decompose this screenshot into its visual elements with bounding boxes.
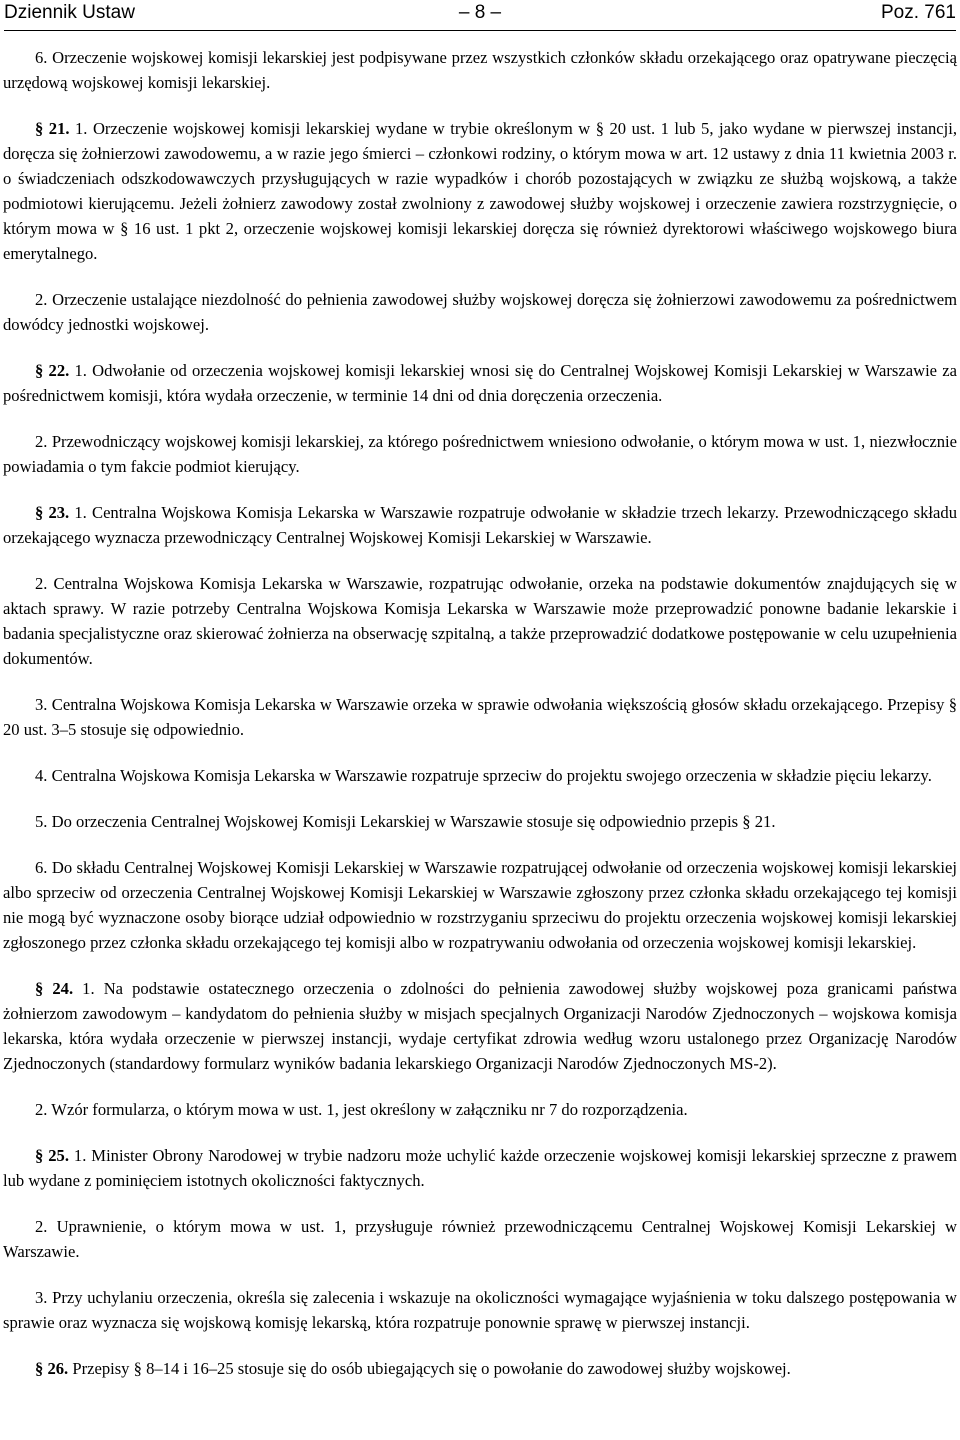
paragraph-23-5 bbox=[3, 809, 957, 834]
paragraph-text: 1. Minister Obrony Narodowej w trybie nadzoru może uchylić każde orzeczenie wojskowej komisji lekarskiej sprzeczne z prawem lub wydane z pominięciem istotnych okoliczności faktycznych. bbox=[3, 1146, 957, 1190]
section-lead: § 24. bbox=[35, 979, 74, 998]
paragraph-22-2 bbox=[3, 429, 957, 479]
paragraph-text: 3. Przy uchylaniu orzeczenia, określa się zalecenia i wskazuje na okoliczności wymagające wyjaśnienia w toku dalszego postępowania w sprawie oraz wyznacza się wojskową komisję lekarską, która rozpatruje ponownie sprawę w pierwszej instancji. bbox=[3, 1288, 957, 1332]
paragraph-text: 4. Centralna Wojskowa Komisja Lekarska w Warszawie rozpatruje sprzeciw do projektu swojego orzeczenia w składzie pięciu lekarzy. bbox=[35, 766, 932, 785]
paragraph-23-2 bbox=[3, 571, 957, 671]
paragraph-text: 5. Do orzeczenia Centralnej Wojskowej Komisji Lekarskiej w Warszawie stosuje się odpowiednio przepis § 21. bbox=[35, 812, 776, 831]
section-lead: § 21. bbox=[35, 119, 70, 138]
paragraph-26 bbox=[3, 1356, 957, 1381]
journal-name: Dziennik Ustaw bbox=[4, 2, 135, 23]
paragraph-text: 2. Uprawnienie, o którym mowa w ust. 1, przysługuje również przewodniczącemu Centralnej Wojskowej Komisji Lekarskiej w Warszawie. bbox=[3, 1217, 957, 1261]
page-number: – 8 – bbox=[458, 2, 502, 23]
section-lead: § 23. bbox=[35, 503, 70, 522]
paragraph-text: 2. Wzór formularza, o którym mowa w ust. 1, jest określony w załączniku nr 7 do rozporządzenia. bbox=[35, 1100, 688, 1119]
paragraph-21-2 bbox=[3, 287, 957, 337]
section-lead: § 22. bbox=[35, 361, 70, 380]
paragraph-22-1 bbox=[3, 358, 957, 408]
paragraph-text: 6. Orzeczenie wojskowej komisji lekarskiej jest podpisywane przez wszystkich członków składu orzekającego oraz opatrywane pieczęcią urzędową wojskowej komisji lekarskiej. bbox=[3, 48, 957, 92]
paragraph-23-4 bbox=[3, 763, 957, 788]
paragraph-23-3 bbox=[3, 692, 957, 742]
paragraph-text: 2. Przewodniczący wojskowej komisji lekarskiej, za którego pośrednictwem wniesiono odwołanie, o którym mowa w ust. 1, niezwłocznie powiadamia o tym fakcie podmiot kierujący. bbox=[3, 432, 957, 476]
position-number: Poz. 761 bbox=[881, 2, 956, 23]
section-lead: § 25. bbox=[35, 1146, 69, 1165]
paragraph-25-3 bbox=[3, 1285, 957, 1335]
paragraph-text: Przepisy § 8–14 i 16–25 stosuje się do osób ubiegających się o powołanie do zawodowej służby wojskowej. bbox=[68, 1359, 791, 1378]
paragraph-text: 1. Centralna Wojskowa Komisja Lekarska w Warszawie rozpatruje odwołanie w składzie trzech lekarzy. Przewodniczącego składu orzekającego wyznacza przewodniczący Centralnej Wojskowej Komisji Lekarskiej w Warszawie. bbox=[3, 503, 958, 547]
paragraph-23-1 bbox=[3, 500, 957, 550]
paragraph-text: 2. Orzeczenie ustalające niezdolność do pełnienia zawodowej służby wojskowej doręcza się żołnierzowi zawodowemu za pośrednictwem dowódcy jednostki wojskowej. bbox=[3, 290, 957, 334]
paragraph-text: 1. Na podstawie ostatecznego orzeczenia o zdolności do pełnienia zawodowej służby wojskowej poza granicami państwa żołnierzom zawodowym – kandydatom do pełnienia służby w misjach specjalnych Organizacji Narodów Zjednoczonych – wojskowa komisja lekarska, która wydała orzeczenie w pierwszej instancji, wydaje certyfikat zdrowia według wzoru ustalonego przez Organizację Narodów Zjednoczonych (standardowy formularz wyników badania lekarskiego Organizacji Narodów Zjednoczonych MS-2). bbox=[3, 979, 957, 1073]
paragraph-24-2 bbox=[3, 1097, 957, 1122]
document-body bbox=[3, 45, 957, 1402]
paragraph-text: 1. Orzeczenie wojskowej komisji lekarskiej wydane w trybie określonym w § 20 ust. 1 lub 5, jako wydane w pierwszej instancji, doręcza się żołnierzowi zawodowemu, a w razie jego śmierci – członkowi rodziny, o którym mowa w art. 12 ustawy z dnia 11 kwietnia 2003 r. o świadczeniach odszkodowawczych przysługujących w razie wypadków i chorób pozostających w związku ze służbą wojskową, a także podmiotowi kierującemu. Jeżeli żołnierz zawodowy został zwolniony z zawodowej służby wojskowej i orzeczenie zawiera rozstrzygnięcie, o którym mowa w § 16 ust. 1 pkt 2, orzeczenie wojskowej komisji lekarskiej doręcza się również dyrektorowi właściwego wojskowego biura emerytalnego. bbox=[3, 119, 958, 263]
paragraph-25-1 bbox=[3, 1143, 957, 1193]
paragraph-text: 3. Centralna Wojskowa Komisja Lekarska w Warszawie orzeka w sprawie odwołania większością głosów składu orzekającego. Przepisy § 20 ust. 3–5 stosuje się odpowiednio. bbox=[3, 695, 957, 739]
paragraph-21-1 bbox=[3, 116, 957, 266]
paragraph-23-6 bbox=[3, 855, 957, 955]
page-header bbox=[4, 0, 956, 31]
paragraph-text: 2. Centralna Wojskowa Komisja Lekarska w Warszawie, rozpatrując odwołanie, orzeka na podstawie dokumentów znajdujących się w aktach sprawy. W razie potrzeby Centralna Wojskowa Komisja Lekarska w Warszawie może przeprowadzić ponowne badanie lekarskie i badania specjalistyczne oraz skierować żołnierza na obserwację szpitalną, a także przeprowadzić dodatkowe postępowanie w celu uzupełnienia dokumentów. bbox=[3, 574, 957, 668]
paragraph-text: 6. Do składu Centralnej Wojskowej Komisji Lekarskiej w Warszawie rozpatrującej odwołanie od orzeczenia wojskowej komisji lekarskiej albo sprzeciw od orzeczenia Centralnej Wojskowej Komisji Lekarskiej w Warszawie zgłoszony przez członka składu orzekającego tej komisji nie mogą być wyznaczone osoby biorące udział odpowiednio w rozstrzyganiu sprzeciwu do projektu orzeczenia wojskowej komisji lekarskiej zgłoszonego przez członka składu orzekającego tej komisji albo w rozpatrywaniu odwołania od orzeczenia wojskowej komisji lekarskiej. bbox=[3, 858, 957, 952]
paragraph-25-2 bbox=[3, 1214, 957, 1264]
paragraph-21-6 bbox=[3, 45, 957, 95]
section-lead: § 26. bbox=[35, 1359, 69, 1378]
paragraph-text: 1. Odwołanie od orzeczenia wojskowej komisji lekarskiej wnosi się do Centralnej Wojskowej Komisji Lekarskiej w Warszawie za pośrednictwem komisji, która wydała orzeczenie, w terminie 14 dni od dnia doręczenia orzeczenia. bbox=[3, 361, 958, 405]
paragraph-24-1 bbox=[3, 976, 957, 1076]
